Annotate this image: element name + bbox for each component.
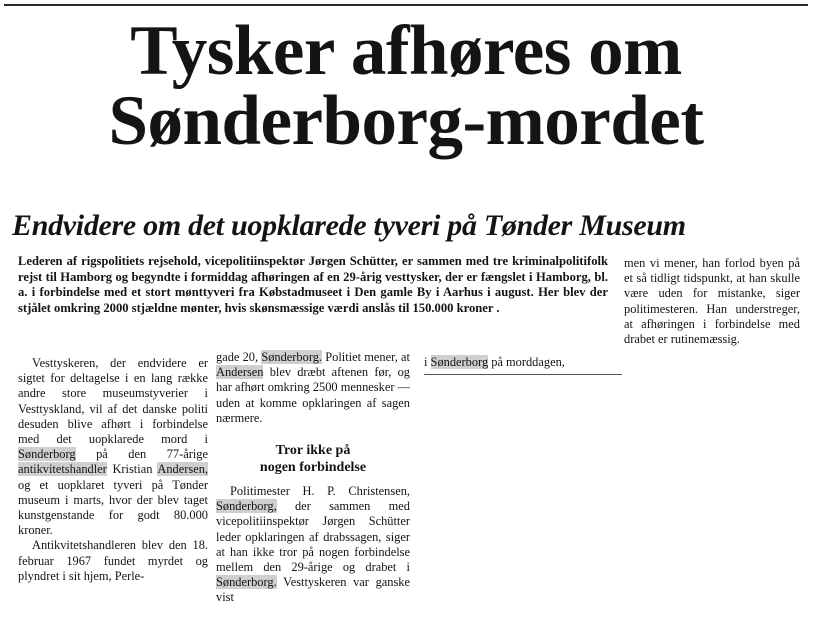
highlighted-term: Sønderborg. [216, 575, 277, 590]
article-column-3 [424, 355, 612, 370]
article-column-1 [18, 356, 208, 584]
crosshead: Tror ikke på nogen forbindelse [259, 443, 367, 476]
paragraph: i Sønderborg på morddagen, [424, 355, 565, 369]
column-divider [424, 374, 622, 375]
headline-line-1: Tysker afhøres om [130, 12, 682, 90]
paragraph: men vi mener, han forlod byen på et så tidligt tidspunkt, at han skulle være uden for mistanke, siger politimesteren. Han understreger, at afhøringen i forbindelse med drabet er rutinemæssig. [624, 256, 800, 347]
paragraph: Antikvitetshandleren blev den 18. februar 1967 fundet myrdet og plyndret i sit hjem, Perle- [18, 538, 208, 583]
article-column-2 [216, 350, 410, 606]
paragraph: gade 20, Sønderborg. Politiet mener, at Andersen blev dræbt aftenen før, og har afhørt omkring 2500 mennesker — uden at komme opklaringen af sagen nærmere. [216, 350, 410, 425]
highlighted-term: Andersen [216, 365, 264, 380]
headline [8, 12, 804, 160]
highlighted-term: antikvitetshandler [18, 462, 107, 477]
top-rule [4, 4, 808, 6]
highlighted-term: Andersen, [157, 462, 208, 477]
subheadline: Endvidere om det uopklarede tyveri på Tønder Museum [12, 209, 686, 242]
highlighted-term: Sønderborg [430, 355, 489, 369]
highlighted-term: Sønderborg, [216, 499, 277, 514]
paragraph: Politimester H. P. Christensen, Sønderborg, der sammen med vicepolitiinspektør Jørgen Schütter leder opklaringen af drabssagen, siger at han ikke tror på nogen forbindelse mellem den 29-årige og drabet i Sønderborg. Vesttyskeren var ganske vist [216, 484, 410, 605]
headline-line-2: Sønderborg-mordet [108, 82, 704, 160]
highlighted-term: Sønderborg. [261, 350, 323, 364]
lead-paragraph: Lederen af rigspolitiets rejsehold, vicepolitiinspektør Jørgen Schütter, er sammen med tre kriminalpolitifolk rejst til Hamborg og begyndte i formiddag afhøringen af en 29-årig vesttysker, der er fængslet i Hamborg, bl. a. i forbindelse med et stort mønttyveri fra Købstadmuseet i Den gamle By i Aarhus i august. Her blev der stjålet omkring 2000 stjældne mønter, hvis skønsmæssige værdi anslås til 150.000 kroner . [18, 254, 608, 315]
paragraph: Vesttyskeren, der endvidere er sigtet for deltagelse i en lang række andre store museumstyverier i Vesttyskland, vil af det danske politi desuden blive afhørt i forbindelse med det uopklarede mord i Sønderborg på den 77-årige antikvitetshandler Kristian Andersen, og et uopklaret tyveri på Tønder museum i marts, hvor der blev taget kunstgenstande for godt 80.000 kroner. [18, 356, 208, 538]
article-column-4 [624, 256, 800, 347]
highlighted-term: Sønderborg [18, 447, 76, 462]
